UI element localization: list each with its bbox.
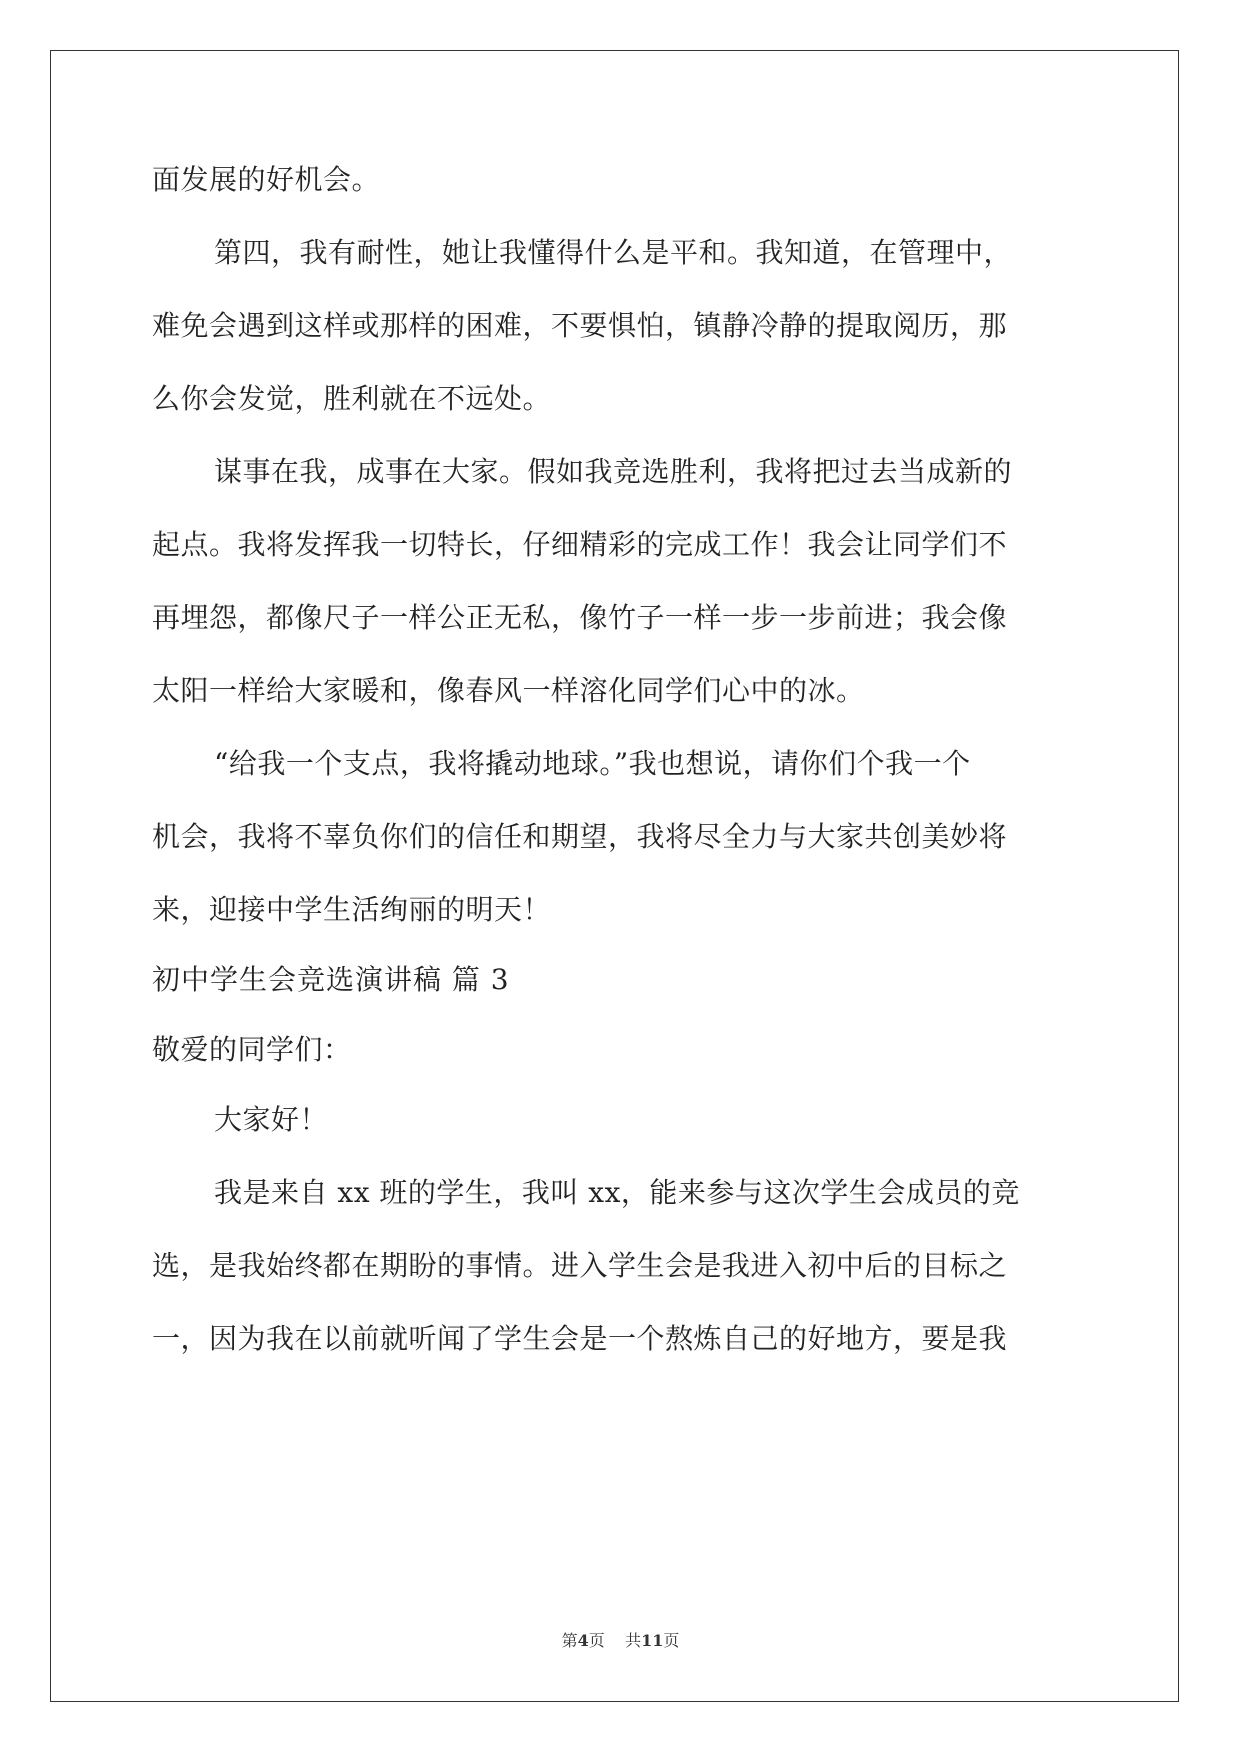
total-suffix: 页 [663, 1631, 680, 1650]
text-line: 谋事在我，成事在大家。假如我竞选胜利，我将把过去当成新的 [214, 455, 1013, 488]
text-line: 再埋怨，都像尺子一样公正无私，像竹子一样一步一步前进；我会像 [152, 601, 1008, 634]
text-line: 起点。我将发挥我一切特长，仔细精彩的完成工作！我会让同学们不 [152, 528, 1008, 561]
page-border [50, 50, 1179, 1702]
text-line: 太阳一样给大家暖和，像春风一样溶化同学们心中的冰。 [152, 674, 865, 707]
page-prefix: 第 [561, 1631, 578, 1650]
text-line: “给我一个支点，我将撬动地球。”我也想说，请你们个我一个 [214, 747, 971, 780]
total-pages: 11 [641, 1631, 664, 1650]
text-line: 选，是我始终都在期盼的事情。进入学生会是我进入初中后的目标之 [152, 1249, 1008, 1282]
page-footer [0, 1630, 1241, 1652]
page-suffix: 页 [588, 1631, 605, 1650]
section-heading: 初中学生会竞选演讲稿 篇 3 [152, 963, 510, 996]
text-line: 一，因为我在以前就听闻了学生会是一个熬炼自己的好地方，要是我 [152, 1322, 1008, 1355]
salutation: 敬爱的同学们： [152, 1033, 352, 1066]
text-line: 么你会发觉，胜利就在不远处。 [152, 382, 552, 415]
text-line: 第四，我有耐性，她让我懂得什么是平和。我知道，在管理中， [214, 236, 1013, 269]
greeting: 大家好！ [214, 1103, 329, 1136]
text-line: 难免会遇到这样或那样的困难，不要惧怕，镇静冷静的提取阅历，那 [152, 309, 1008, 342]
text-line: 面发展的好机会。 [152, 163, 381, 196]
total-prefix: 共 [625, 1631, 642, 1650]
text-line: 机会，我将不辜负你们的信任和期望，我将尽全力与大家共创美妙将 [152, 820, 1008, 853]
text-line: 我是来自 xx 班的学生，我叫 xx，能来参与这次学生会成员的竞 [214, 1176, 1020, 1209]
text-line: 来，迎接中学生活绚丽的明天！ [152, 893, 552, 926]
page-number: 4 [577, 1631, 589, 1650]
